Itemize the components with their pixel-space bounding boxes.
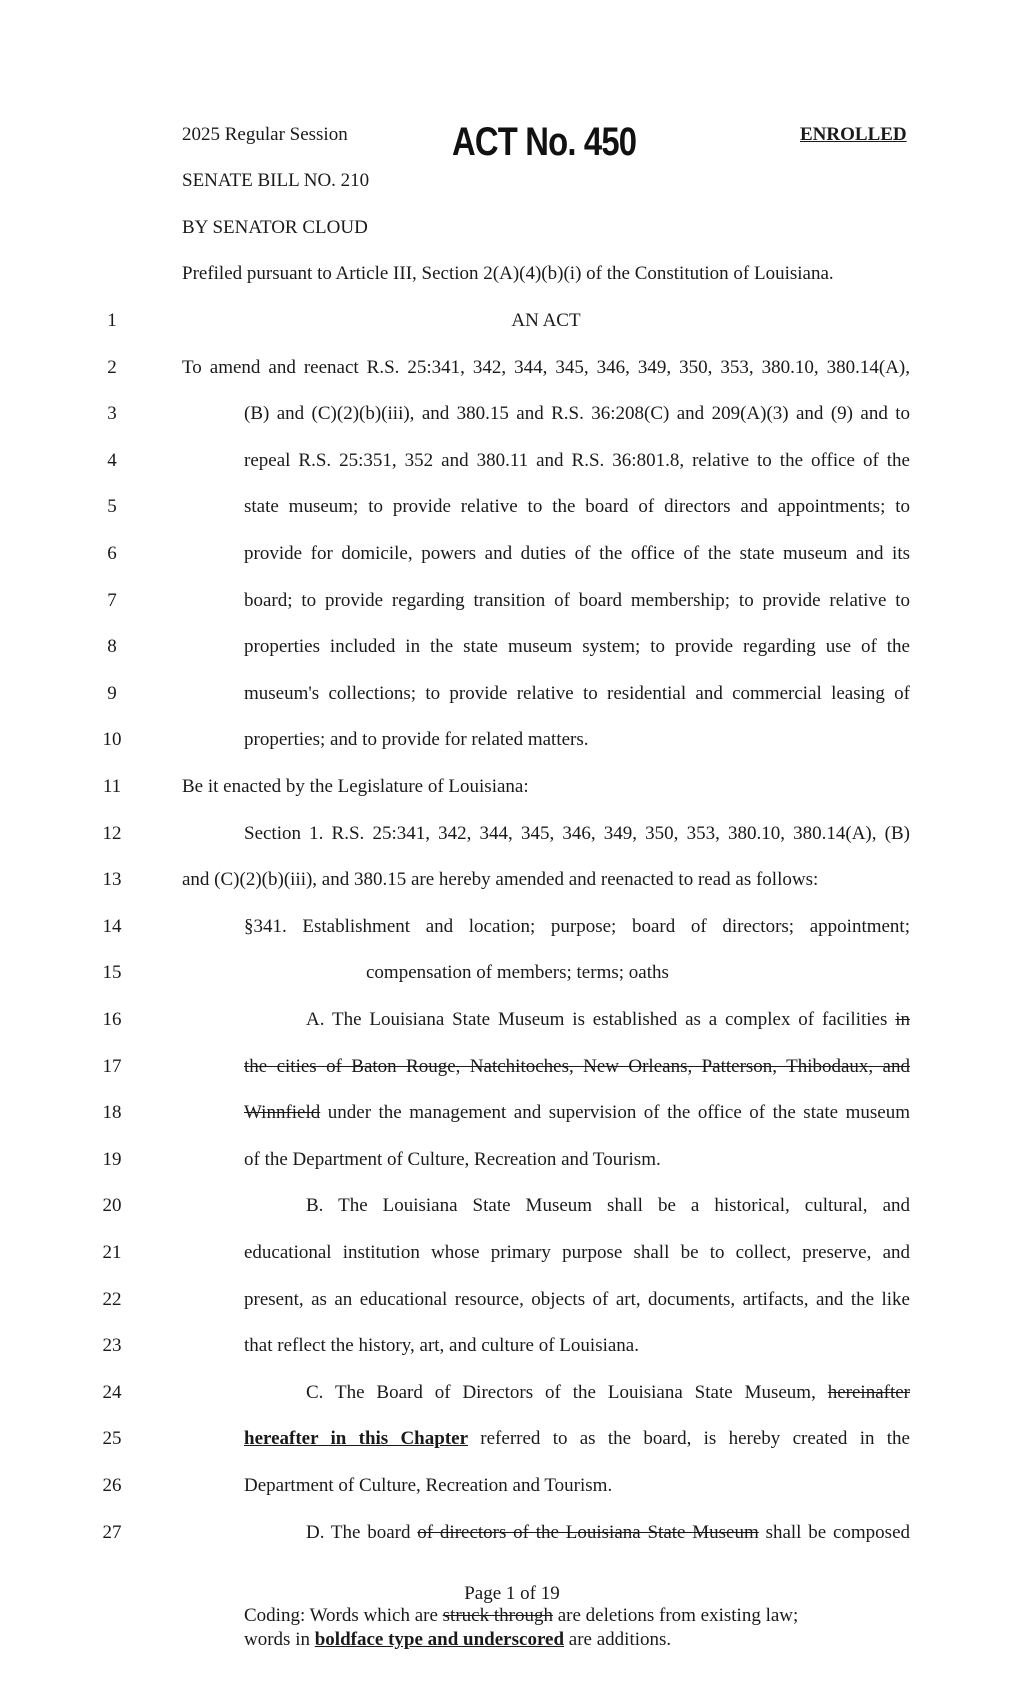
line-number: 12	[102, 823, 122, 844]
line-number: 2	[107, 357, 117, 378]
line-text	[306, 1009, 910, 1031]
session-label: 2025 Regular Session	[182, 124, 348, 145]
line-text	[182, 776, 910, 798]
line-text	[244, 450, 910, 472]
line-text	[182, 357, 910, 379]
text-segment: D. The board	[306, 1522, 418, 1543]
line-text	[244, 1102, 910, 1124]
text-segment: A. The Louisiana State Museum is established as a complex of facilities	[306, 1009, 896, 1030]
line-number: 25	[102, 1428, 122, 1449]
line-number: 6	[107, 543, 117, 564]
line-text	[244, 916, 910, 938]
line-text	[244, 683, 910, 705]
line-number: 17	[102, 1056, 122, 1077]
prefiled-note: Prefiled pursuant to Article III, Section 2(A)(4)(b)(i) of the Constitution of Louisiana.	[182, 263, 834, 284]
coding-legend-text: are deletions from existing law;	[552, 1605, 799, 1626]
line-text	[244, 729, 910, 751]
line-number: 4	[107, 450, 117, 471]
page-number: Page 1 of 19	[464, 1583, 560, 1604]
line-text	[244, 1428, 910, 1450]
line-text	[244, 636, 910, 658]
line-number: 7	[107, 590, 117, 611]
line-number: 16	[102, 1009, 122, 1030]
line-number: 22	[102, 1289, 122, 1310]
text-segment: properties; and to provide for related matters.	[244, 729, 589, 750]
line-text	[366, 962, 910, 984]
line-number: 24	[102, 1382, 122, 1403]
line-text	[244, 543, 910, 565]
line-text	[244, 1335, 910, 1357]
line-number: 10	[102, 729, 122, 750]
text-segment: under the management and supervision of the office of the state museum	[320, 1102, 910, 1123]
text-segment: Section 1. R.S. 25:341, 342, 344, 345, 346, 349, 350, 353, 380.10, 380.14(A), (B)	[244, 823, 910, 844]
line-number: 18	[102, 1102, 122, 1123]
added-text: hereafter in this Chapter	[244, 1428, 469, 1449]
line-number: 21	[102, 1242, 122, 1263]
line-number: 1	[107, 310, 117, 331]
deleted-text: of directors of the Louisiana State Museum	[417, 1522, 759, 1543]
line-text	[244, 1242, 910, 1264]
line-number: 26	[102, 1475, 122, 1496]
line-number: 5	[107, 496, 117, 517]
text-segment: properties included in the state museum system; to provide regarding use of the	[244, 636, 910, 657]
line-number: 14	[102, 916, 122, 937]
act-number: ACT No. 450	[452, 120, 637, 164]
line-text	[306, 1522, 910, 1544]
text-segment: compensation of members; terms; oaths	[366, 962, 669, 983]
text-segment: and (C)(2)(b)(iii), and 380.15 are hereby amended and reenacted to read as follows:	[182, 869, 819, 890]
line-number: 11	[102, 776, 122, 797]
text-segment: of the Department of Culture, Recreation and Tourism.	[244, 1149, 661, 1170]
bill-author: BY SENATOR CLOUD	[182, 217, 368, 238]
text-segment: that reflect the history, art, and culture of Louisiana.	[244, 1335, 639, 1356]
text-segment: (B) and (C)(2)(b)(iii), and 380.15 and R.S. 36:208(C) and 209(A)(3) and (9) and to	[244, 403, 910, 424]
deleted-text: hereinafter	[827, 1382, 910, 1403]
line-number: 13	[102, 869, 122, 890]
line-text	[244, 823, 910, 845]
line-text	[244, 1475, 910, 1497]
coding-legend-strike: struck through	[442, 1605, 553, 1626]
text-segment: C. The Board of Directors of the Louisiana State Museum,	[306, 1382, 828, 1403]
line-number: 27	[102, 1522, 122, 1543]
line-text	[244, 1149, 910, 1171]
line-text	[244, 1056, 910, 1078]
enrolled-badge: ENROLLED	[800, 124, 907, 145]
text-segment: state museum; to provide relative to the board of directors and appointments; to	[244, 496, 910, 517]
coding-legend-text: are additions.	[564, 1629, 672, 1650]
text-segment: referred to as the board, is hereby created in the	[468, 1428, 910, 1449]
text-segment: Department of Culture, Recreation and Tourism.	[244, 1475, 613, 1496]
text-segment: AN ACT	[511, 310, 581, 331]
deleted-text: in	[895, 1009, 910, 1030]
text-segment: §341. Establishment and location; purpose; board of directors; appointment;	[244, 916, 910, 937]
coding-legend-text: Coding: Words which are	[244, 1605, 443, 1626]
deleted-text: the cities of Baton Rouge, Natchitoches, New Orleans, Patterson, Thibodaux, and	[244, 1056, 910, 1077]
coding-legend-addition: boldface type and underscored	[314, 1629, 565, 1650]
text-segment: B. The Louisiana State Museum shall be a historical, cultural, and	[306, 1195, 910, 1216]
text-segment: provide for domicile, powers and duties of the office of the state museum and its	[244, 543, 910, 564]
text-segment: Be it enacted by the Legislature of Louisiana:	[182, 776, 529, 797]
line-text	[244, 403, 910, 425]
text-segment: To amend and reenact R.S. 25:341, 342, 344, 345, 346, 349, 350, 353, 380.10, 380.14(A),	[182, 357, 910, 378]
text-segment: educational institution whose primary purpose shall be to collect, preserve, and	[244, 1242, 910, 1263]
line-text	[306, 1382, 910, 1404]
line-text	[182, 869, 910, 891]
line-number: 3	[107, 403, 117, 424]
line-number: 8	[107, 636, 117, 657]
coding-legend-line-1	[244, 1605, 798, 1627]
deleted-text: Winnfield	[244, 1102, 321, 1123]
line-text	[244, 496, 910, 518]
text-segment: board; to provide regarding transition of board membership; to provide relative to	[244, 590, 910, 611]
line-number: 19	[102, 1149, 122, 1170]
line-number: 20	[102, 1195, 122, 1216]
line-number: 9	[107, 683, 117, 704]
text-segment: present, as an educational resource, objects of art, documents, artifacts, and the like	[244, 1289, 910, 1310]
text-segment: shall be composed	[758, 1522, 910, 1543]
coding-legend-line-2	[244, 1629, 671, 1651]
line-text	[306, 1195, 910, 1217]
bill-number: SENATE BILL NO. 210	[182, 170, 370, 191]
line-number: 23	[102, 1335, 122, 1356]
coding-legend-text: words in	[244, 1629, 315, 1650]
line-number: 15	[102, 962, 122, 983]
line-text	[244, 1289, 910, 1311]
text-segment: repeal R.S. 25:351, 352 and 380.11 and R.S. 36:801.8, relative to the office of the	[244, 450, 910, 471]
text-segment: museum's collections; to provide relative to residential and commercial leasing of	[244, 683, 910, 704]
line-text	[244, 590, 910, 612]
line-text	[182, 310, 910, 332]
